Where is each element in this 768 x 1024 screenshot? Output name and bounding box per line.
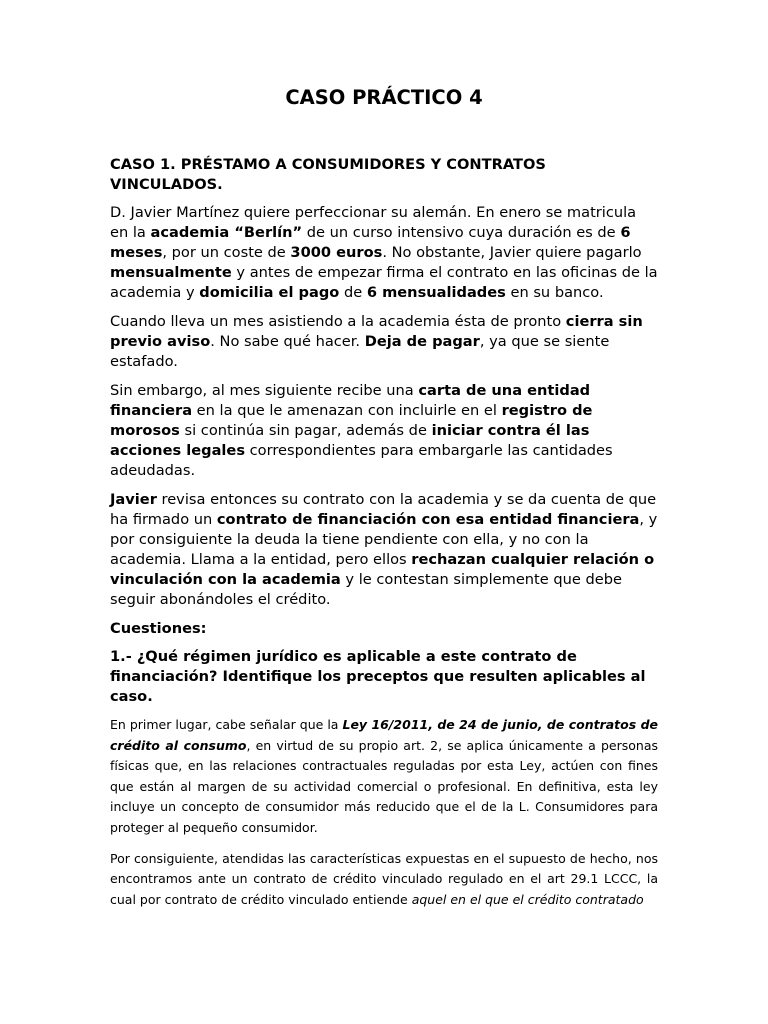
answer-paragraph-2: Por consiguiente, atendidas las características expuestas en el supuesto de hecho, nos encontramos ante un contrato de crédito vinculado regulado en el art 29.1 LCCC, la cual por contrato de crédito vinculado entiende aquel en el que el crédito contratado xyxy=(110,850,658,907)
paragraph-3: Sin embargo, al mes siguiente recibe una carta de una entidad financiera en la que le amenazan con incluirle en el registro de morosos si continúa sin pagar, además de iniciar contra él las acciones legales correspondientes para embargarle las cantidades adeudadas. xyxy=(110,382,613,479)
document-title: CASO PRÁCTICO 4 xyxy=(285,86,483,109)
paragraph-2: Cuando lleva un mes asistiendo a la academia ésta de pronto cierra sin previo aviso. No sabe qué hacer. Deja de pagar, ya que se siente estafado. xyxy=(110,313,643,370)
paragraph-4: Javier revisa entonces su contrato con la academia y se da cuenta de que ha firmado un contrato de financiación con esa entidad financiera, y por consiguiente la deuda la tiene pendiente con ella, y no con la academia. Llama a la entidad, pero ellos rechazan cualquier relación o vinculación con la academia y le contestan simplemente que debe seguir abonándoles el crédito. xyxy=(110,491,658,608)
case-heading: CASO 1. PRÉSTAMO A CONSUMIDORES Y CONTRATOS VINCULADOS. xyxy=(110,156,546,193)
answer-paragraph-1: En primer lugar, cabe señalar que la Ley 16/2011, de 24 de junio, de contratos de crédito al consumo, en virtud de su propio art. 2, se aplica únicamente a personas físicas que, en las relaciones contractuales reguladas por esta Ley, actúen con fines que están al margen de su actividad comercial o profesional. En definitiva, esta ley incluye un concepto de consumidor más reducido que el de la L. Consumidores para proteger al pequeño consumidor. xyxy=(110,717,658,835)
questions-heading: Cuestiones: xyxy=(110,620,207,637)
paragraph-1: D. Javier Martínez quiere perfeccionar su alemán. En enero se matricula en la academia “Berlín” de un curso intensivo cuya duración es de 6 meses, por un coste de 3000 euros. No obstante, Javier quiere pagarlo mensualmente y antes de empezar firma el contrato en las oficinas de la academia y domicilia el pago de 6 mensualidades en su banco. xyxy=(110,204,658,301)
document-body xyxy=(110,155,658,920)
question-1: 1.- ¿Qué régimen jurídico es aplicable a este contrato de financiación? Identifique los preceptos que resulten aplicables al caso. xyxy=(110,648,646,705)
